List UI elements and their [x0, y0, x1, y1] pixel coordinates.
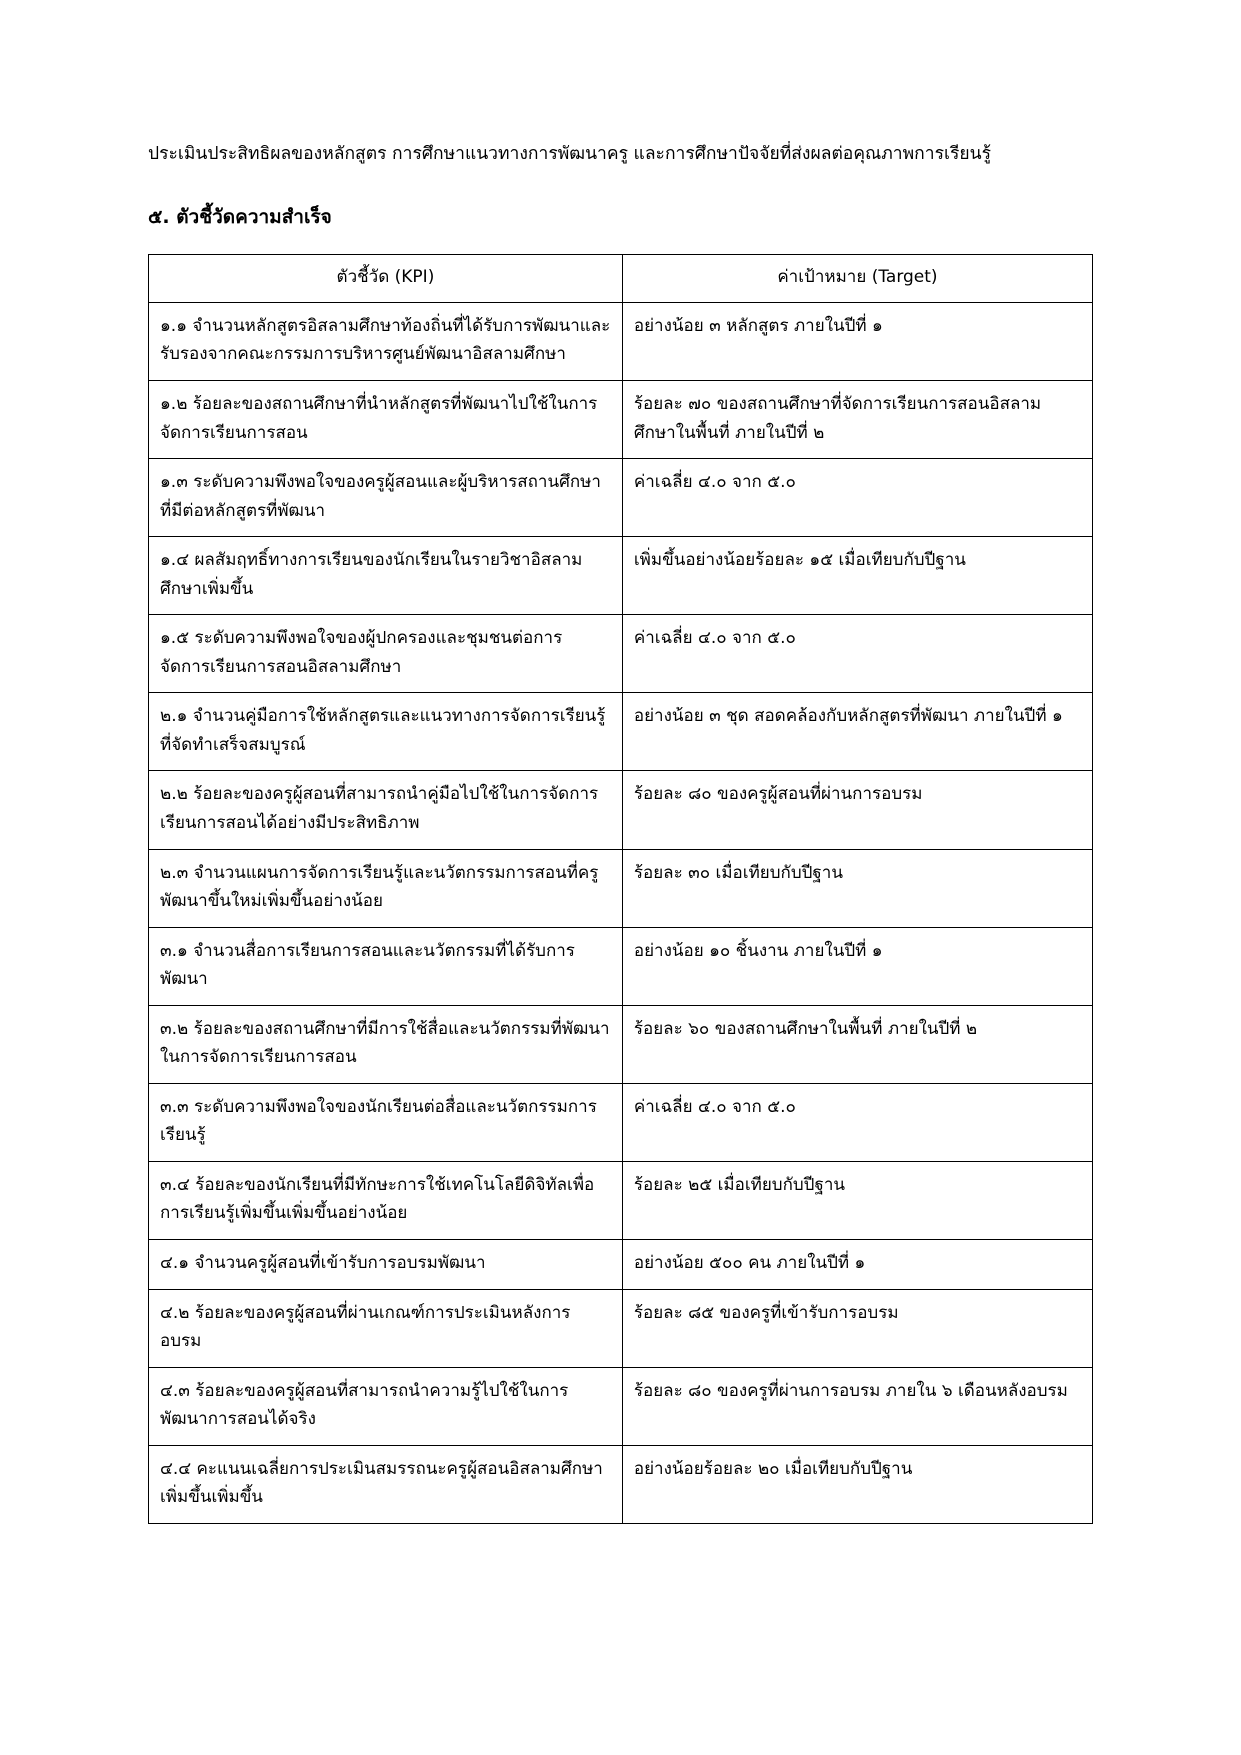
kpi-cell: ๑.๑ จำนวนหลักสูตรอิสลามศึกษาท้องถิ่นที่ได้รับการพัฒนาและรับรองจากคณะกรรมการบริหารศูนย์พัฒนาอิสลามศึกษา [149, 302, 623, 380]
target-cell: อย่างน้อย ๓ หลักสูตร ภายในปีที่ ๑ [622, 302, 1092, 380]
target-cell: ค่าเฉลี่ย ๔.๐ จาก ๕.๐ [622, 615, 1092, 693]
target-cell: ร้อยละ ๘๕ ของครูที่เข้ารับการอบรม [622, 1289, 1092, 1367]
table-row [149, 1367, 1093, 1445]
table-row [149, 537, 1093, 615]
kpi-cell: ๒.๑ จำนวนคู่มือการใช้หลักสูตรและแนวทางการจัดการเรียนรู้ที่จัดทำเสร็จสมบูรณ์ [149, 693, 623, 771]
table-row [149, 927, 1093, 1005]
table-row [149, 615, 1093, 693]
table-row [149, 1240, 1093, 1290]
target-cell: อย่างน้อย ๑๐ ชิ้นงาน ภายในปีที่ ๑ [622, 927, 1092, 1005]
kpi-cell: ๓.๔ ร้อยละของนักเรียนที่มีทักษะการใช้เทคโนโลยีดิจิทัลเพื่อการเรียนรู้เพิ่มขึ้นเพิ่มขึ้นอย่างน้อย [149, 1161, 623, 1239]
target-cell: อย่างน้อย ๕๐๐ คน ภายในปีที่ ๑ [622, 1240, 1092, 1290]
target-cell: ค่าเฉลี่ย ๔.๐ จาก ๕.๐ [622, 459, 1092, 537]
table-row [149, 1289, 1093, 1367]
kpi-cell: ๓.๒ ร้อยละของสถานศึกษาที่มีการใช้สื่อและนวัตกรรมที่พัฒนาในการจัดการเรียนการสอน [149, 1005, 623, 1083]
column-header-kpi: ตัวชี้วัด (KPI) [149, 255, 623, 303]
target-cell: เพิ่มขึ้นอย่างน้อยร้อยละ ๑๕ เมื่อเทียบกับปีฐาน [622, 537, 1092, 615]
kpi-cell: ๑.๕ ระดับความพึงพอใจของผู้ปกครองและชุมชนต่อการจัดการเรียนการสอนอิสลามศึกษา [149, 615, 623, 693]
table-header-row [149, 255, 1093, 303]
kpi-cell: ๒.๒ ร้อยละของครูผู้สอนที่สามารถนำคู่มือไปใช้ในการจัดการเรียนการสอนได้อย่างมีประสิทธิภาพ [149, 771, 623, 849]
kpi-table-body [149, 302, 1093, 1523]
kpi-cell: ๑.๓ ระดับความพึงพอใจของครูผู้สอนและผู้บริหารสถานศึกษาที่มีต่อหลักสูตรที่พัฒนา [149, 459, 623, 537]
kpi-cell: ๒.๓ จำนวนแผนการจัดการเรียนรู้และนวัตกรรมการสอนที่ครูพัฒนาขึ้นใหม่เพิ่มขึ้นอย่างน้อย [149, 849, 623, 927]
kpi-table [148, 254, 1093, 1524]
target-cell: ร้อยละ ๗๐ ของสถานศึกษาที่จัดการเรียนการสอนอิสลามศึกษาในพื้นที่ ภายในปีที่ ๒ [622, 380, 1092, 458]
target-cell: ร้อยละ ๘๐ ของครูผู้สอนที่ผ่านการอบรม [622, 771, 1092, 849]
section-heading: ๕. ตัวชี้วัดความสำเร็จ [148, 206, 332, 229]
table-row [149, 1005, 1093, 1083]
kpi-cell: ๓.๓ ระดับความพึงพอใจของนักเรียนต่อสื่อและนวัตกรรมการเรียนรู้ [149, 1083, 623, 1161]
kpi-cell: ๔.๒ ร้อยละของครูผู้สอนที่ผ่านเกณฑ์การประเมินหลังการอบรม [149, 1289, 623, 1367]
table-row [149, 771, 1093, 849]
target-cell: ค่าเฉลี่ย ๔.๐ จาก ๕.๐ [622, 1083, 1092, 1161]
kpi-cell: ๔.๓ ร้อยละของครูผู้สอนที่สามารถนำความรู้ไปใช้ในการพัฒนาการสอนได้จริง [149, 1367, 623, 1445]
table-row [149, 1445, 1093, 1523]
target-cell: ร้อยละ ๒๕ เมื่อเทียบกับปีฐาน [622, 1161, 1092, 1239]
target-cell: ร้อยละ ๓๐ เมื่อเทียบกับปีฐาน [622, 849, 1092, 927]
kpi-cell: ๔.๔ คะแนนเฉลี่ยการประเมินสมรรถนะครูผู้สอนอิสลามศึกษาเพิ่มขึ้นเพิ่มขึ้น [149, 1445, 623, 1523]
target-cell: ร้อยละ ๖๐ ของสถานศึกษาในพื้นที่ ภายในปีที่ ๒ [622, 1005, 1092, 1083]
table-row [149, 380, 1093, 458]
kpi-table-header [149, 255, 1093, 303]
table-row [149, 302, 1093, 380]
kpi-cell: ๑.๒ ร้อยละของสถานศึกษาที่นำหลักสูตรที่พัฒนาไปใช้ในการจัดการเรียนการสอน [149, 380, 623, 458]
table-row [149, 693, 1093, 771]
kpi-cell: ๓.๑ จำนวนสื่อการเรียนการสอนและนวัตกรรมที่ได้รับการพัฒนา [149, 927, 623, 1005]
kpi-cell: ๔.๑ จำนวนครูผู้สอนที่เข้ารับการอบรมพัฒนา [149, 1240, 623, 1290]
target-cell: อย่างน้อยร้อยละ ๒๐ เมื่อเทียบกับปีฐาน [622, 1445, 1092, 1523]
table-row [149, 459, 1093, 537]
table-row [149, 849, 1093, 927]
table-row [149, 1083, 1093, 1161]
intro-paragraph: ประเมินประสิทธิผลของหลักสูตร การศึกษาแนวทางการพัฒนาครู และการศึกษาปัจจัยที่ส่งผลต่อคุณภาพการเรียนรู้ [148, 144, 991, 164]
kpi-cell: ๑.๔ ผลสัมฤทธิ์ทางการเรียนของนักเรียนในรายวิชาอิสลามศึกษาเพิ่มขึ้น [149, 537, 623, 615]
target-cell: อย่างน้อย ๓ ชุด สอดคล้องกับหลักสูตรที่พัฒนา ภายในปีที่ ๑ [622, 693, 1092, 771]
column-header-target: ค่าเป้าหมาย (Target) [622, 255, 1092, 303]
target-cell: ร้อยละ ๘๐ ของครูที่ผ่านการอบรม ภายใน ๖ เดือนหลังอบรม [622, 1367, 1092, 1445]
table-row [149, 1161, 1093, 1239]
